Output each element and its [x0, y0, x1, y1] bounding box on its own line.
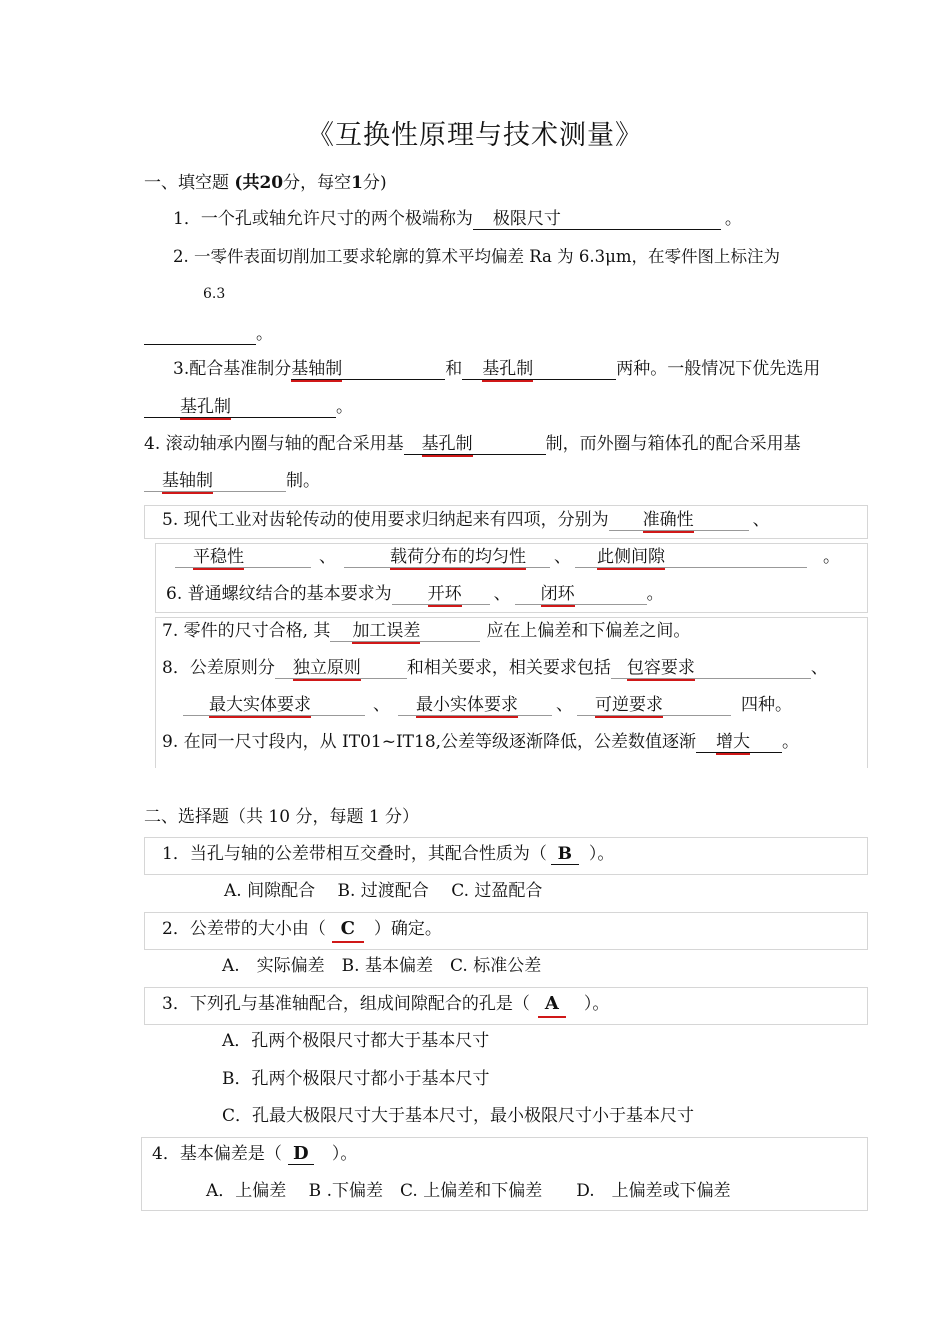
c4-answer-blank — [288, 1144, 314, 1165]
c4-options: A．上偏差 B .下偏差 C. 上偏差和下偏差 D. 上偏差或下偏差 — [206, 1181, 731, 1201]
q1-blank — [473, 209, 721, 230]
c3-option-c: C．孔最大极限尺寸大于基本尺寸，最小极限尺寸小于基本尺寸 — [222, 1106, 695, 1126]
q4-answer-2: 基轴制 — [162, 471, 213, 491]
section1-heading-a: 一、填空题 — [144, 173, 229, 193]
q2-text: 2. 一零件表面切削加工要求轮廓的算术平均偏差 Ra 为 6.3μm，在零件图上标注为 — [173, 247, 780, 266]
q6-blank-2 — [515, 584, 647, 605]
q3-end: 。 — [336, 397, 353, 417]
q3-answer-1: 基轴制 — [291, 359, 343, 379]
question-4-cont — [144, 470, 320, 492]
q4-post: 制。 — [286, 471, 320, 491]
q3-blank-1 — [291, 359, 445, 380]
q2-roughness-value: 6.3 — [203, 286, 226, 302]
q9-answer: 增大 — [716, 732, 751, 752]
c2-end: ）确定。 — [373, 919, 442, 939]
q8-answer-2: 包容要求 — [626, 658, 695, 678]
q3-answer-2: 基孔制 — [482, 359, 534, 379]
q3-post: 两种。一般情况下优先选用 — [616, 359, 821, 379]
q4-blank-2 — [144, 471, 286, 492]
q8-sep: 、 — [810, 658, 828, 678]
q8-blank-1 — [275, 658, 407, 679]
q8-text: 8．公差原则分 — [162, 658, 275, 678]
q1-end: 。 — [724, 209, 742, 229]
q8-answer-5: 可逆要求 — [595, 695, 663, 715]
q5-blank-3 — [344, 547, 550, 568]
question-8-cont — [183, 694, 792, 716]
c3-answer: A — [538, 993, 566, 1015]
c3-option-b: B．孔两个极限尺寸都小于基本尺寸 — [222, 1069, 490, 1089]
choice-4 — [152, 1143, 357, 1165]
section1-per-blank: 1 — [351, 173, 363, 193]
q8-sep3: 、 — [556, 695, 573, 715]
q9-text: 9. 在同一尺寸段内，从 IT01~IT18,公差等级逐渐降低，公差数值逐渐 — [162, 732, 697, 752]
question-3 — [173, 358, 820, 380]
question-5-cont — [175, 546, 840, 568]
q2-blank-line — [144, 323, 273, 345]
q5-answer-1: 准确性 — [642, 510, 694, 530]
q5-sep3: 、 — [554, 547, 571, 567]
q6-end: 。 — [646, 584, 664, 604]
question-5 — [162, 509, 770, 531]
q7-blank — [330, 621, 480, 642]
section1-heading-f: 分) — [362, 173, 387, 193]
q2-end: 。 — [256, 324, 273, 344]
question-4 — [144, 433, 801, 455]
q3-answer-3: 基孔制 — [180, 397, 231, 417]
q9-blank — [696, 732, 782, 753]
q8-blank-2 — [611, 658, 811, 679]
q5-sep2: 、 — [319, 547, 336, 567]
q6-text: 6. 普通螺纹结合的基本要求为 — [166, 584, 392, 604]
q8-answer-1: 独立原则 — [292, 658, 361, 678]
question-9 — [162, 731, 799, 753]
question-2 — [173, 246, 780, 268]
q8-end: 四种。 — [741, 695, 792, 715]
c1-answer: B — [557, 844, 573, 864]
q2-blank — [144, 326, 256, 345]
q1-text: 1．一个孔或轴允许尺寸的两个极端称为 — [173, 209, 473, 229]
q7-answer: 加工误差 — [352, 621, 421, 641]
q3-text: 3.配合基准制分 — [173, 359, 292, 379]
c4-end: ）。 — [331, 1144, 358, 1164]
question-8 — [162, 657, 828, 679]
q5-blank-1 — [609, 510, 749, 531]
q8-blank-5 — [577, 695, 731, 716]
q6-sep: 、 — [493, 584, 511, 604]
q4-blank-1 — [404, 434, 546, 455]
c3-end: ）。 — [583, 994, 610, 1014]
q1-answer: 极限尺寸 — [492, 209, 561, 229]
q6-answer-1: 开环 — [427, 584, 462, 604]
question-7 — [162, 620, 690, 642]
q5-answer-2: 平稳性 — [193, 547, 244, 567]
c1-end: ）。 — [588, 844, 615, 864]
question-1 — [173, 208, 742, 230]
q8-mid: 和相关要求，相关要求包括 — [406, 658, 611, 678]
c4-text: 4．基本偏差是（ — [152, 1144, 282, 1164]
c1-answer-blank — [551, 844, 579, 865]
c2-text: 2．公差带的大小由（ — [162, 919, 326, 939]
q3-mid: 和 — [445, 359, 463, 379]
q8-answer-3: 最大实体要求 — [209, 695, 311, 715]
c4-answer: D — [293, 1143, 309, 1164]
document-title: 《互换性原理与技术测量》 — [307, 120, 643, 151]
q5-blank-4 — [575, 547, 807, 568]
q7-text: 7. 零件的尺寸合格, 其 — [162, 621, 331, 641]
q8-blank-4 — [398, 695, 552, 716]
c2-answer: C — [332, 918, 364, 940]
q8-answer-4: 最小实体要求 — [416, 695, 518, 715]
c2-options: A. 实际偏差 B. 基本偏差 C. 标准公差 — [222, 956, 542, 976]
q5-blank-2 — [175, 547, 311, 568]
q9-end: 。 — [782, 732, 800, 752]
section1-heading-d: 分，每空 — [283, 173, 352, 193]
q4-text: 4. 滚动轴承内圈与轴的配合采用基 — [144, 434, 404, 454]
choice-3 — [162, 993, 609, 1015]
choice-2 — [162, 918, 442, 940]
q6-answer-2: 闭环 — [540, 584, 575, 604]
q7-post: 应在上偏差和下偏差之间。 — [486, 621, 691, 641]
q3-blank-3 — [144, 397, 336, 418]
q5-answer-4: 此侧间隙 — [597, 547, 665, 567]
c1-text: 1．当孔与轴的公差带相互交叠时，其配合性质为（ — [162, 844, 547, 864]
q3-blank-2 — [462, 359, 616, 380]
section1-heading-b: (共 — [234, 173, 260, 193]
section2-heading: 二、选择题（共 10 分，每题 1 分） — [144, 807, 420, 827]
q8-blank-3 — [183, 695, 365, 716]
section1-points: 20 — [259, 173, 284, 193]
c3-text: 3．下列孔与基准轴配合，组成间隙配合的孔是（ — [162, 994, 530, 1014]
c3-option-a: A．孔两个极限尺寸都大于基本尺寸 — [222, 1031, 490, 1051]
q8-sep2: 、 — [373, 695, 390, 715]
question-3-cont — [144, 396, 353, 418]
q5-answer-3: 载荷分布的均匀性 — [390, 547, 526, 567]
q6-blank-1 — [392, 584, 490, 605]
question-6 — [166, 583, 664, 605]
q5-end: 。 — [823, 547, 840, 567]
section1-heading — [144, 172, 387, 194]
c1-options: A. 间隙配合 B. 过渡配合 C. 过盈配合 — [224, 881, 543, 901]
q4-mid: 制，而外圈与箱体孔的配合采用基 — [545, 434, 801, 454]
q5-sep: 、 — [752, 510, 770, 530]
q4-answer-1: 基孔制 — [421, 434, 473, 454]
q5-text: 5. 现代工业对齿轮传动的使用要求归纳起来有四项，分别为 — [162, 510, 609, 530]
choice-1 — [162, 843, 614, 865]
